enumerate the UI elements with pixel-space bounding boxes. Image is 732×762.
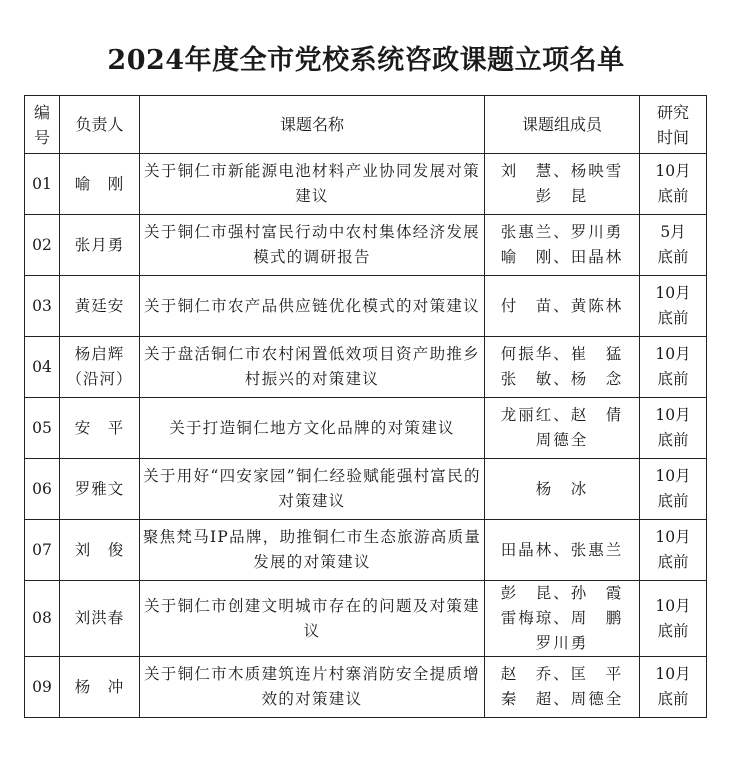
row-research-time: 5月 底前 [640,215,707,276]
row-number: 09 [25,657,60,718]
row-research-time: 10月 底前 [640,337,707,398]
row-members-text: 龙丽红、赵 倩 周德全 [500,406,624,449]
row-number: 07 [25,520,60,581]
row-project-title: 关于铜仁市木质建筑连片村寨消防安全提质增效的对策建议 [140,657,485,718]
row-members-text: 付 苗、黄陈林 [500,296,624,315]
row-leader: 刘洪春 [60,581,140,657]
row-members [485,215,640,276]
header-number: 编 号 [25,96,60,154]
row-project-title: 关于铜仁市创建文明城市存在的问题及对策建议 [140,581,485,657]
row-members-text: 刘 慧、杨映雪 彭 昆 [500,162,624,205]
row-research-time: 10月 底前 [640,398,707,459]
row-research-time: 10月 底前 [640,520,707,581]
row-project-title: 关于盘活铜仁市农村闲置低效项目资产助推乡村振兴的对策建议 [140,337,485,398]
row-project-title: 关于打造铜仁地方文化品牌的对策建议 [140,398,485,459]
header-members: 课题组成员 [485,96,640,154]
table-row [25,276,707,337]
table-row [25,657,707,718]
row-research-time: 10月 底前 [640,581,707,657]
row-members [485,154,640,215]
row-members [485,276,640,337]
row-members-text: 何振华、崔 猛 张 敏、杨 念 [500,345,624,388]
table-row [25,398,707,459]
row-project-title: 关于铜仁市新能源电池材料产业协同发展对策建议 [140,154,485,215]
row-project-title: 关于铜仁市农产品供应链优化模式的对策建议 [140,276,485,337]
row-leader: 杨 冲 [60,657,140,718]
row-number: 03 [25,276,60,337]
table-row [25,337,707,398]
row-number: 05 [25,398,60,459]
row-members-text: 杨 冰 [535,479,589,498]
table-row [25,520,707,581]
row-number: 02 [25,215,60,276]
table-row [25,154,707,215]
row-research-time: 10月 底前 [640,657,707,718]
row-project-title: 关于铜仁市强村富民行动中农村集体经济发展模式的调研报告 [140,215,485,276]
row-members [485,337,640,398]
header-leader: 负责人 [60,96,140,154]
table-header-row [25,96,707,154]
row-leader: 张月勇 [60,215,140,276]
row-research-time: 10月 底前 [640,276,707,337]
row-members-text: 赵 乔、匡 平 秦 超、周德全 [500,665,624,708]
row-leader: 黄廷安 [60,276,140,337]
row-leader: 喻 刚 [60,154,140,215]
row-number: 01 [25,154,60,215]
row-members-text: 彭 昆、孙 霞 雷梅琼、周 鹏 罗川勇 [500,584,624,652]
row-project-title: 关于用好“四安家园”铜仁经验赋能强村富民的对策建议 [140,459,485,520]
row-project-title: 聚焦梵马IP品牌，助推铜仁市生态旅游高质量发展的对策建议 [140,520,485,581]
table-row [25,215,707,276]
table-row [25,459,707,520]
row-number: 08 [25,581,60,657]
header-project-title: 课题名称 [140,96,485,154]
row-members [485,657,640,718]
row-leader: 罗雅文 [60,459,140,520]
row-research-time: 10月 底前 [640,154,707,215]
row-number: 06 [25,459,60,520]
row-members [485,398,640,459]
table-row [25,581,707,657]
row-leader: 杨启辉 （沿河） [60,337,140,398]
row-members [485,520,640,581]
row-number: 04 [25,337,60,398]
project-list-table [24,95,707,718]
header-research-time: 研究 时间 [640,96,707,154]
row-members-text: 张惠兰、罗川勇 喻 刚、田晶林 [500,223,624,266]
page-title: 2024年度全市党校系统咨政课题立项名单 [107,45,625,76]
row-research-time: 10月 底前 [640,459,707,520]
row-members-text: 田晶林、张惠兰 [500,540,624,559]
row-members [485,581,640,657]
row-members [485,459,640,520]
row-leader: 刘 俊 [60,520,140,581]
row-leader: 安 平 [60,398,140,459]
